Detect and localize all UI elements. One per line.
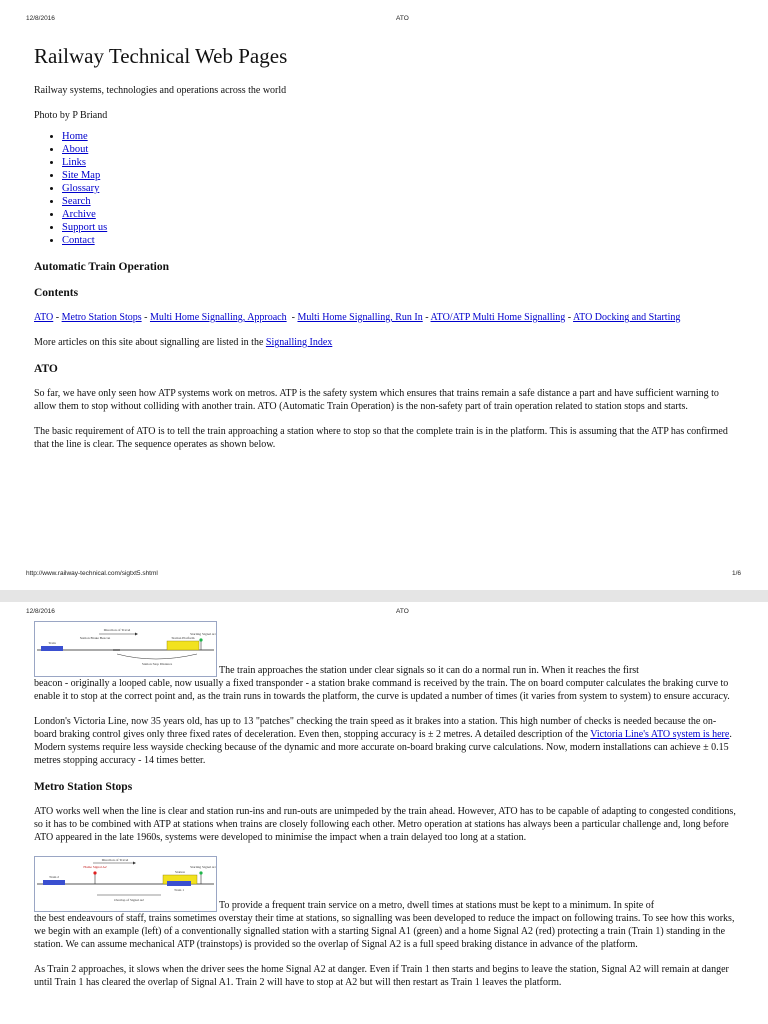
nav-link-support-us[interactable]: Support us (62, 222, 108, 233)
nav-item (62, 130, 738, 143)
contents-links (34, 311, 738, 324)
metro-station-diagram (34, 856, 217, 912)
ato-paragraph-2: The basic requirement of ATO is to tell the train approaching a station where to stop so that the complete train is in the platform. This is assuming that the ATP has confirmed that the line is clear. The sequence operates as shown below. (34, 426, 728, 450)
ato-heading: ATO (34, 363, 58, 375)
stop-distance-label: Station Stop Distance (141, 662, 173, 666)
site-title: Railway Technical Web Pages (34, 44, 288, 68)
ato-diagram (34, 621, 217, 677)
contents-link-multi-home-approach[interactable]: Multi Home Signalling, Approach (149, 312, 287, 323)
nav-item (62, 195, 738, 208)
nav-link-about[interactable]: About (62, 144, 89, 155)
photo-credit: Photo by P Briand (34, 110, 108, 121)
nav-item (62, 221, 738, 234)
contents-link-ato[interactable]: ATO (34, 312, 54, 323)
more-articles-text: More articles on this site about signalling are listed in the (34, 337, 266, 348)
nav-item (62, 208, 738, 221)
train-label: Train (48, 641, 56, 645)
nav-link-glossary[interactable]: Glossary (62, 183, 100, 194)
contents-link-multi-home-run-in[interactable]: Multi Home Signalling, Run In (297, 312, 423, 323)
print-footer-url: http://www.railway-technical.com/sigtxt5.shtml (26, 570, 158, 577)
nav-link-archive[interactable]: Archive (62, 209, 96, 220)
nav-item (62, 143, 738, 156)
ato-paragraph-3-lead-text: The train approaches the station under clear signals so it can do a normal run in. When it reaches the first (219, 665, 639, 676)
ato-paragraph-4 (34, 715, 738, 767)
ato-paragraph-1: So far, we have only seen how ATP systems work on metros. ATP is the safety system which ensures that trains remain a safe distance a part and have sufficient warning to allow them to stop without colliding with another train. ATO (Automatic Train Operation) is the non-safety part of train operation related to station stops and starts. (34, 388, 719, 412)
page-1-content (34, 44, 738, 451)
ato-paragraph-3: beacon - originally a looped cable, now usually a fixed transponder - a station brake command is received by the train. The on board computer calculates the braking curve to enable it to stop at the correct point and, as the train runs in towards the platform, the curve is updated a number of times (it varies from system to system) to ensure accuracy. (34, 678, 730, 702)
starting-signal-light-icon (199, 871, 202, 874)
direction-label: Direction of Travel (101, 858, 129, 862)
home-signal-light-icon (93, 871, 96, 874)
direction-arrow-head (135, 633, 138, 636)
nav-item (62, 169, 738, 182)
home-signal-label: Home Signal A2 (83, 865, 107, 869)
beacon-shape (113, 649, 120, 651)
print-footer-page: 1/6 (732, 570, 742, 577)
signal-light-icon (199, 638, 202, 641)
direction-arrow-head (133, 862, 136, 865)
print-header-date: 12/8/2016 (26, 608, 55, 615)
print-header-title: ATO (396, 15, 409, 22)
nav-link-contact[interactable]: Contact (62, 235, 95, 246)
direction-label: Direction of Travel (103, 628, 131, 632)
contents-separator: - (53, 312, 62, 323)
signal-label: Starting Signal A1 (190, 632, 216, 636)
print-header-title: ATO (396, 608, 409, 615)
nav-item (62, 182, 738, 195)
nav-link-links[interactable]: Links (62, 157, 86, 168)
ato-diagram-svg (35, 622, 216, 672)
victoria-line-link[interactable]: Victoria Line's ATO system is here (590, 729, 730, 740)
metro-paragraph-3: As Train 2 approaches, it slows when the driver sees the home Signal A2 at danger. Even if Train 1 then starts and begins to leave the station, Signal A2 will remain at danger until Train 1 has cleared the overlap of Signal A1. Train 2 will have to stop at A2 but will then restart as Train 1 leaves the platform. (34, 964, 729, 988)
site-tagline: Railway systems, technologies and operations across the world (34, 85, 287, 96)
metro-paragraph-2: the best endeavours of staff, trains sometimes overstay their time at stations, so signalling was been developed to reduce the impact on following trains. To see how this works, we begin with an example (left) of a conventionally signalled station with a starting Signal A1 (green) and a home Signal A2 (red) protecting a train (Train 1) standing in the station. We can assume mechanical ATP (trainstops) is provided so the overlap of Signal A2 is a full speed braking distance in advance of the platform. (34, 913, 735, 950)
metro-heading: Metro Station Stops (34, 781, 133, 793)
ato-paragraph-4-text-b: . Modern systems require less wayside checking because of the dynamic and more accurate on-board braking curve calculations. Now, modern installations can achieve ± 0.15 metres stopping accuracy - 14 times better. (34, 729, 732, 766)
train-1-shape (167, 881, 191, 886)
train-2-shape (43, 880, 65, 885)
contents-heading: Contents (34, 287, 79, 299)
nav-item (62, 156, 738, 169)
metro-paragraph-2-lead (34, 856, 738, 912)
contents-link-metro-station-stops[interactable]: Metro Station Stops (61, 312, 142, 323)
nav-list (34, 130, 738, 247)
contents-link-ato-docking[interactable]: ATO Docking and Starting (573, 312, 681, 323)
train-2-label: Train 2 (48, 875, 60, 879)
metro-paragraph-2-lead-text: To provide a frequent train service on a metro, dwell times at stations must be kept to a minimum. In spite of (219, 900, 655, 911)
contents-separator: - (289, 312, 298, 323)
ato-paragraph-4-text-a: London's Victoria Line, now 35 years old, has up to 13 "patches" checking the train speed as it brakes into a station. This high number of checks is needed because the on-board braking control gives only three fixed rates of deceleration. Even then, stopping accuracy is ± 2 metres. A detailed description of the (34, 716, 717, 740)
train-shape (41, 646, 63, 651)
nav-link-search[interactable]: Search (62, 196, 91, 207)
metro-paragraph-1: ATO works well when the line is clear and station run-ins and run-outs are unimpeded by the train ahead. However, ATO has to be capable of adapting to congested conditions, so it has to be combined with ATP at stations when trains are closely following each other. Metro operation at stations has always been a particular challenge and, long before ATO appeared in the late 1960s, systems were developed to minimise the impact when a train delayed too long at a station. (34, 806, 736, 843)
starting-signal-label: Starting Signal A1 (190, 865, 216, 869)
contents-separator: - (141, 312, 150, 323)
contents-separator: - (565, 312, 574, 323)
station-label: Station (175, 870, 185, 874)
nav-link-site-map[interactable]: Site Map (62, 170, 101, 181)
nav-link-home[interactable]: Home (62, 131, 88, 142)
contents-link-ato-atp-multi-home[interactable]: ATO/ATP Multi Home Signalling (430, 312, 566, 323)
overlap-label: Overlap of Signal A2 (114, 898, 144, 902)
beacon-label: Station Brake Beacon (79, 636, 111, 640)
nav-item (62, 234, 738, 247)
platform-label: Station Platform (171, 636, 195, 640)
page-2-content (34, 621, 738, 989)
ato-paragraph-3-lead (34, 621, 738, 677)
stop-distance-curve (117, 654, 197, 659)
platform-shape (167, 641, 199, 650)
metro-station-diagram-svg (35, 857, 216, 907)
train-1-label: Train 1 (173, 888, 185, 892)
page-heading: Automatic Train Operation (34, 261, 170, 273)
print-header-date: 12/8/2016 (26, 15, 55, 22)
contents-separator: - (422, 312, 431, 323)
page-divider (0, 590, 768, 602)
signalling-index-link[interactable]: Signalling Index (265, 337, 333, 348)
more-articles (34, 336, 738, 349)
